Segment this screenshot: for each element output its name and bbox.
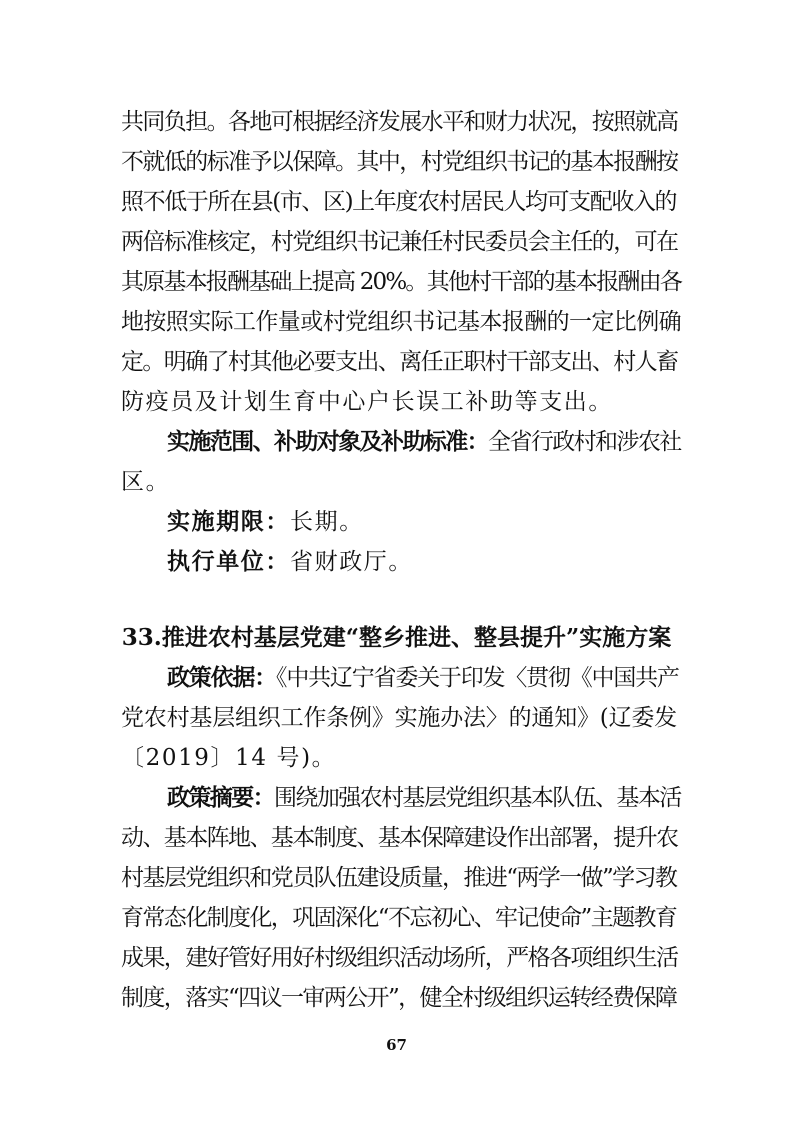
period-line — [121, 504, 681, 540]
paragraph-line: 不就低的标准予以保障。其中，村党组织书记的基本报酬按 — [121, 149, 678, 175]
basis-line-2: 党农村基层组织工作条例》实施办法〉的通知》(辽委发 — [121, 705, 677, 731]
summary-label: 政策摘要： — [167, 784, 275, 811]
paragraph-line: 地按照实际工作量或村党组织书记基本报酬的一定比例确 — [121, 309, 682, 335]
basis-label: 政策依据： — [167, 664, 277, 691]
summary-line-5: 成果，建好管好用好村级组织活动场所，严格各项组织生活 — [121, 945, 678, 971]
summary-line-4: 育常态化制度化，巩固深化“不忘初心、牢记使命”主题教育 — [121, 905, 677, 931]
basis-text: 《中共辽宁省委关于印发〈贯彻《中国共产 — [276, 665, 679, 691]
summary-text: 围绕加强农村基层党组织基本队伍、基本活 — [274, 785, 681, 811]
summary-line-2: 动、基本阵地、基本制度、基本保障建设作出部署，提升农 — [121, 825, 678, 851]
paragraph-line: 防疫员及计划生育中心户长误工补助等支出。 — [121, 389, 613, 415]
unit-text: 省财政厅。 — [290, 549, 413, 575]
basis-line — [121, 660, 681, 696]
paragraph-line: 两倍标准核定，村党组织书记兼任村民委员会主任的，可在 — [121, 229, 678, 255]
paragraph-line: 共同负担。各地可根据经济发展水平和财力状况，按照就高 — [121, 109, 678, 135]
scope-line-2: 区。 — [121, 469, 171, 495]
paragraph-line: 定。明确了村其他必要支出、离任正职村干部支出、村人畜 — [121, 349, 678, 375]
summary-line-6: 制度，落实“四议一审两公开”，健全村级组织运转经费保障 — [121, 985, 677, 1011]
unit-label: 执行单位： — [167, 548, 290, 575]
period-text: 长期。 — [290, 509, 364, 535]
scope-text: 全省行政村和涉农社 — [488, 429, 681, 455]
scope-line — [121, 424, 681, 460]
summary-line — [121, 780, 681, 816]
unit-line — [121, 544, 681, 580]
section-heading: 33.推进农村基层党建“整乡推进、整县提升”实施方案 — [121, 624, 672, 651]
paragraph-line: 照不低于所在县(市、区)上年度农村居民人均可支配收入的 — [121, 189, 677, 215]
scope-label: 实施范围、补助对象及补助标准： — [167, 428, 489, 455]
paragraph-line: 其原基本报酬基础上提高 20%。其他村干部的基本报酬由各 — [121, 269, 682, 295]
period-label: 实施期限： — [167, 508, 290, 535]
summary-line-3: 村基层党组织和党员队伍建设质量，推进“两学一做”学习教 — [121, 865, 677, 891]
page-number: 67 — [386, 1036, 407, 1054]
basis-line-3: 〔2019〕14 号)。 — [121, 745, 337, 771]
